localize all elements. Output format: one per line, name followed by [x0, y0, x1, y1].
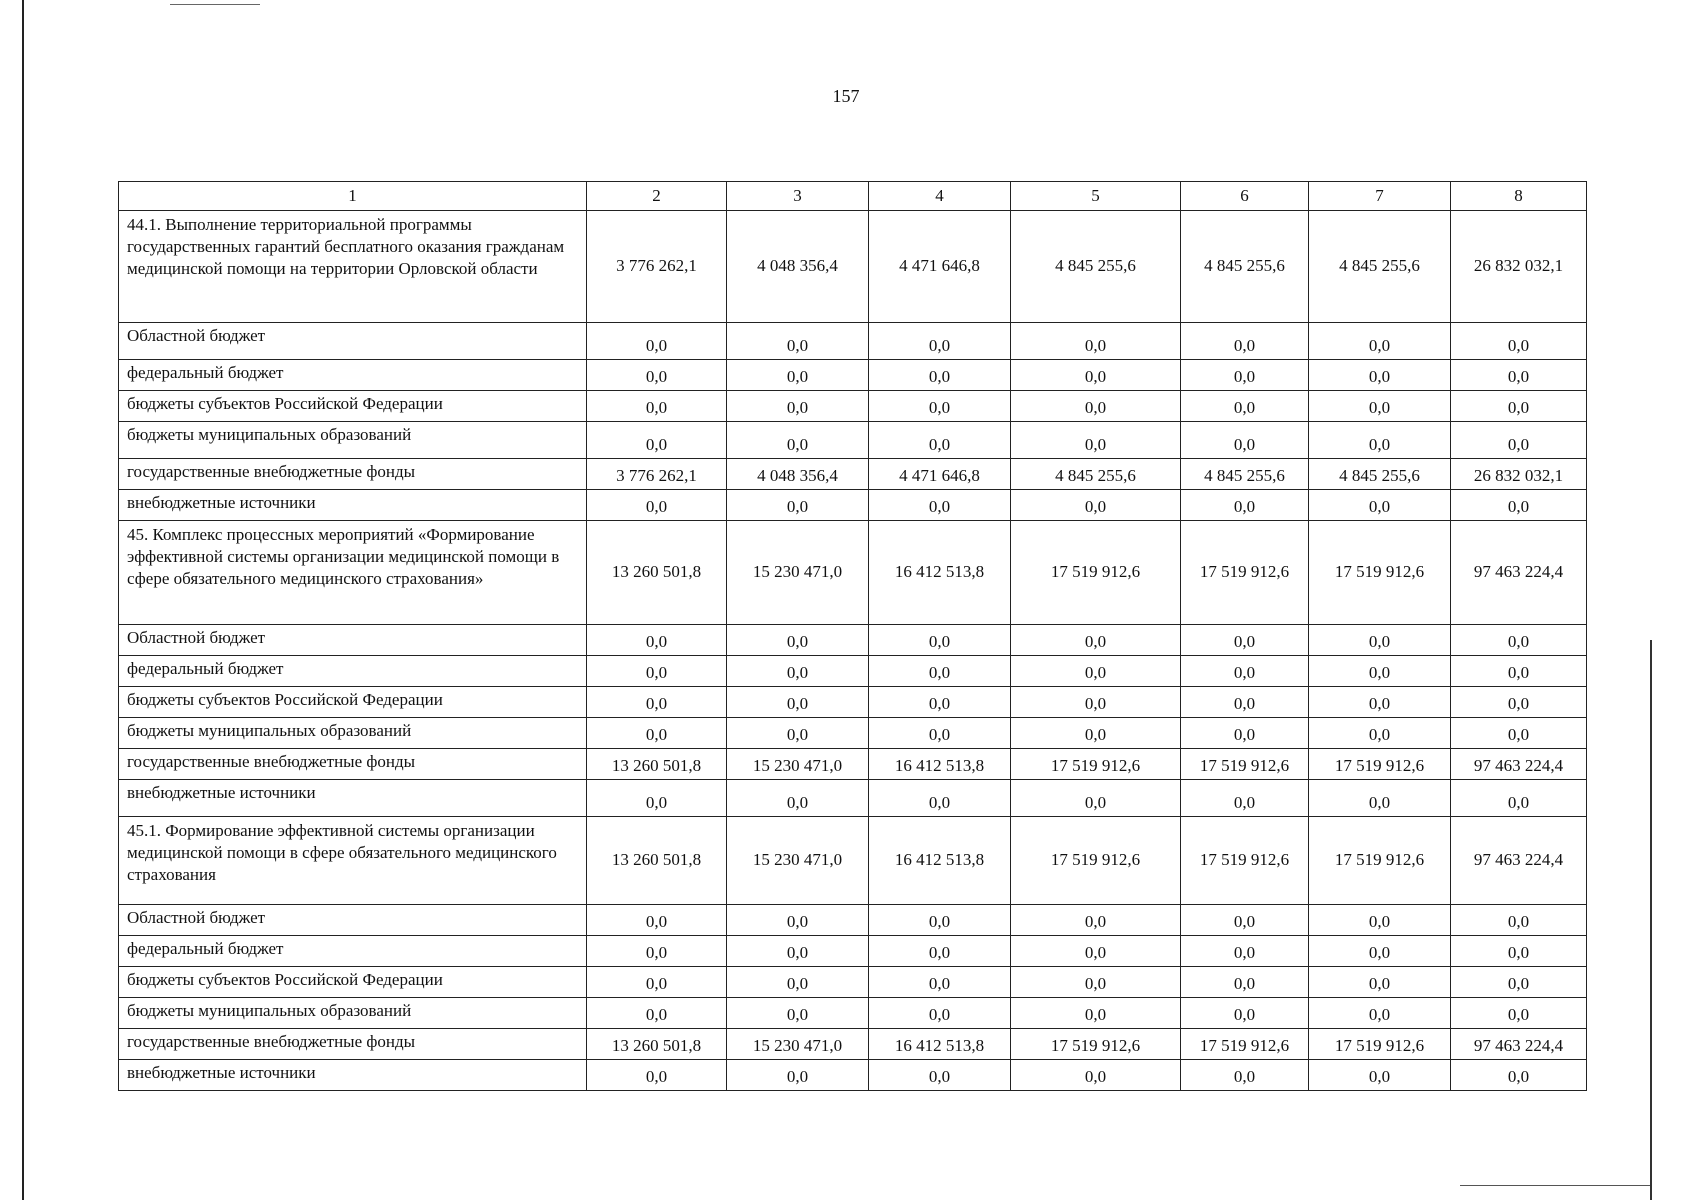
value-cell: 97 463 224,4	[1451, 749, 1587, 780]
column-header: 7	[1309, 182, 1451, 211]
value-cell: 0,0	[1181, 422, 1309, 459]
value-cell: 0,0	[587, 422, 727, 459]
value-cell: 0,0	[727, 998, 869, 1029]
value-cell: 0,0	[1011, 967, 1181, 998]
value-cell: 0,0	[869, 391, 1011, 422]
value-cell: 17 519 912,6	[1309, 521, 1451, 625]
value-cell: 0,0	[1181, 1060, 1309, 1091]
value-cell: 13 260 501,8	[587, 1029, 727, 1060]
value-cell: 0,0	[869, 656, 1011, 687]
value-cell: 0,0	[587, 656, 727, 687]
value-cell: 16 412 513,8	[869, 749, 1011, 780]
value-cell: 0,0	[587, 718, 727, 749]
value-cell: 0,0	[587, 490, 727, 521]
value-cell: 3 776 262,1	[587, 459, 727, 490]
value-cell: 0,0	[1181, 998, 1309, 1029]
table-row-source	[119, 391, 1587, 422]
table-row-source	[119, 1060, 1587, 1091]
value-cell: 17 519 912,6	[1309, 1029, 1451, 1060]
value-cell: 0,0	[869, 936, 1011, 967]
value-cell: 0,0	[1451, 967, 1587, 998]
value-cell: 0,0	[1451, 323, 1587, 360]
value-cell: 0,0	[1011, 323, 1181, 360]
value-cell: 0,0	[1011, 718, 1181, 749]
value-cell: 0,0	[1451, 936, 1587, 967]
value-cell: 17 519 912,6	[1181, 521, 1309, 625]
table-row-source	[119, 718, 1587, 749]
value-cell: 26 832 032,1	[1451, 459, 1587, 490]
value-cell: 0,0	[1309, 780, 1451, 817]
value-cell: 17 519 912,6	[1011, 1029, 1181, 1060]
row-label: внебюджетные источники	[119, 780, 587, 817]
value-cell: 17 519 912,6	[1181, 1029, 1309, 1060]
column-header: 4	[869, 182, 1011, 211]
scan-edge-left	[22, 0, 24, 1200]
row-label: Областной бюджет	[119, 905, 587, 936]
value-cell: 0,0	[1309, 998, 1451, 1029]
row-label: бюджеты муниципальных образований	[119, 998, 587, 1029]
value-cell: 0,0	[1181, 323, 1309, 360]
value-cell: 0,0	[1451, 490, 1587, 521]
value-cell: 0,0	[727, 391, 869, 422]
value-cell: 0,0	[1451, 780, 1587, 817]
value-cell: 0,0	[869, 905, 1011, 936]
row-label: 45. Комплекс процессных мероприятий «Формирование эффективной системы организации медицинской помощи в сфере обязательного медицинского страхования»	[119, 521, 587, 625]
table-row-source	[119, 1029, 1587, 1060]
value-cell: 0,0	[869, 360, 1011, 391]
value-cell: 17 519 912,6	[1011, 749, 1181, 780]
table-row-measure	[119, 521, 1587, 625]
value-cell: 0,0	[1181, 656, 1309, 687]
value-cell: 0,0	[727, 718, 869, 749]
row-label: федеральный бюджет	[119, 360, 587, 391]
table-row-source	[119, 967, 1587, 998]
table-row-source	[119, 422, 1587, 459]
value-cell: 4 048 356,4	[727, 459, 869, 490]
value-cell: 0,0	[869, 422, 1011, 459]
value-cell: 16 412 513,8	[869, 817, 1011, 905]
value-cell: 13 260 501,8	[587, 521, 727, 625]
value-cell: 0,0	[1181, 718, 1309, 749]
value-cell: 0,0	[1011, 1060, 1181, 1091]
scan-edge-bottom	[1460, 1185, 1650, 1186]
value-cell: 17 519 912,6	[1011, 817, 1181, 905]
value-cell: 4 845 255,6	[1309, 459, 1451, 490]
table-row-source	[119, 936, 1587, 967]
row-label: бюджеты муниципальных образований	[119, 422, 587, 459]
value-cell: 17 519 912,6	[1011, 521, 1181, 625]
value-cell: 0,0	[1011, 490, 1181, 521]
row-label: 44.1. Выполнение территориальной программы государственных гарантий бесплатного оказания гражданам медицинской помощи на территории Орловской области	[119, 211, 587, 323]
value-cell: 0,0	[587, 687, 727, 718]
value-cell: 4 845 255,6	[1309, 211, 1451, 323]
column-header: 8	[1451, 182, 1587, 211]
row-label: федеральный бюджет	[119, 656, 587, 687]
value-cell: 0,0	[1011, 687, 1181, 718]
table-row-source	[119, 323, 1587, 360]
value-cell: 0,0	[1309, 905, 1451, 936]
value-cell: 0,0	[727, 936, 869, 967]
value-cell: 0,0	[587, 936, 727, 967]
value-cell: 0,0	[1181, 967, 1309, 998]
value-cell: 97 463 224,4	[1451, 817, 1587, 905]
value-cell: 0,0	[1451, 905, 1587, 936]
row-label: бюджеты субъектов Российской Федерации	[119, 967, 587, 998]
value-cell: 0,0	[1181, 490, 1309, 521]
value-cell: 0,0	[1309, 360, 1451, 391]
value-cell: 0,0	[587, 360, 727, 391]
row-label: Областной бюджет	[119, 625, 587, 656]
value-cell: 0,0	[1011, 625, 1181, 656]
value-cell: 16 412 513,8	[869, 521, 1011, 625]
value-cell: 0,0	[869, 625, 1011, 656]
value-cell: 0,0	[587, 967, 727, 998]
table-row-measure	[119, 817, 1587, 905]
value-cell: 4 471 646,8	[869, 211, 1011, 323]
value-cell: 0,0	[869, 718, 1011, 749]
value-cell: 0,0	[727, 967, 869, 998]
value-cell: 0,0	[1451, 625, 1587, 656]
value-cell: 0,0	[587, 323, 727, 360]
value-cell: 0,0	[587, 391, 727, 422]
value-cell: 0,0	[727, 687, 869, 718]
value-cell: 0,0	[1451, 656, 1587, 687]
value-cell: 13 260 501,8	[587, 817, 727, 905]
scan-edge-right	[1650, 640, 1652, 1200]
value-cell: 0,0	[869, 967, 1011, 998]
value-cell: 0,0	[727, 323, 869, 360]
row-label: федеральный бюджет	[119, 936, 587, 967]
value-cell: 0,0	[587, 625, 727, 656]
row-label: государственные внебюджетные фонды	[119, 749, 587, 780]
column-header: 2	[587, 182, 727, 211]
row-label: Областной бюджет	[119, 323, 587, 360]
value-cell: 0,0	[727, 422, 869, 459]
row-label: 45.1. Формирование эффективной системы организации медицинской помощи в сфере обязательного медицинского страхования	[119, 817, 587, 905]
value-cell: 0,0	[1181, 905, 1309, 936]
table-row-source	[119, 905, 1587, 936]
value-cell: 0,0	[869, 323, 1011, 360]
row-label: внебюджетные источники	[119, 490, 587, 521]
column-header: 1	[119, 182, 587, 211]
table-row-source	[119, 656, 1587, 687]
value-cell: 0,0	[869, 490, 1011, 521]
value-cell: 0,0	[1309, 323, 1451, 360]
value-cell: 0,0	[1451, 998, 1587, 1029]
scan-edge-top	[170, 4, 260, 5]
value-cell: 4 845 255,6	[1181, 459, 1309, 490]
value-cell: 13 260 501,8	[587, 749, 727, 780]
value-cell: 0,0	[1309, 718, 1451, 749]
table-body	[119, 211, 1587, 1091]
value-cell: 0,0	[1011, 780, 1181, 817]
value-cell: 0,0	[1181, 687, 1309, 718]
row-label: бюджеты субъектов Российской Федерации	[119, 391, 587, 422]
value-cell: 0,0	[1451, 422, 1587, 459]
value-cell: 4 048 356,4	[727, 211, 869, 323]
value-cell: 0,0	[1309, 936, 1451, 967]
value-cell: 0,0	[1309, 1060, 1451, 1091]
value-cell: 17 519 912,6	[1309, 817, 1451, 905]
value-cell: 15 230 471,0	[727, 749, 869, 780]
table-row-source	[119, 490, 1587, 521]
column-header: 6	[1181, 182, 1309, 211]
value-cell: 16 412 513,8	[869, 1029, 1011, 1060]
value-cell: 0,0	[1011, 422, 1181, 459]
table-row-source	[119, 780, 1587, 817]
value-cell: 0,0	[1309, 656, 1451, 687]
value-cell: 0,0	[587, 1060, 727, 1091]
value-cell: 0,0	[587, 780, 727, 817]
value-cell: 0,0	[1181, 391, 1309, 422]
value-cell: 15 230 471,0	[727, 1029, 869, 1060]
value-cell: 0,0	[727, 780, 869, 817]
row-label: бюджеты субъектов Российской Федерации	[119, 687, 587, 718]
value-cell: 0,0	[1181, 360, 1309, 391]
row-label: государственные внебюджетные фонды	[119, 1029, 587, 1060]
value-cell: 0,0	[1309, 422, 1451, 459]
value-cell: 0,0	[1451, 1060, 1587, 1091]
table-row-source	[119, 625, 1587, 656]
budget-table	[118, 181, 1587, 1091]
value-cell: 0,0	[1011, 656, 1181, 687]
table-row-source	[119, 687, 1587, 718]
value-cell: 4 845 255,6	[1181, 211, 1309, 323]
value-cell: 0,0	[1309, 391, 1451, 422]
value-cell: 4 845 255,6	[1011, 459, 1181, 490]
value-cell: 0,0	[869, 998, 1011, 1029]
value-cell: 17 519 912,6	[1181, 749, 1309, 780]
value-cell: 0,0	[1011, 391, 1181, 422]
table-row-source	[119, 360, 1587, 391]
column-number-row	[119, 182, 1587, 211]
value-cell: 0,0	[1309, 967, 1451, 998]
value-cell: 0,0	[869, 687, 1011, 718]
value-cell: 17 519 912,6	[1309, 749, 1451, 780]
value-cell: 0,0	[727, 905, 869, 936]
value-cell: 26 832 032,1	[1451, 211, 1587, 323]
value-cell: 0,0	[727, 625, 869, 656]
value-cell: 0,0	[1309, 625, 1451, 656]
value-cell: 15 230 471,0	[727, 817, 869, 905]
value-cell: 0,0	[1181, 625, 1309, 656]
value-cell: 0,0	[1451, 718, 1587, 749]
value-cell: 0,0	[1451, 687, 1587, 718]
value-cell: 0,0	[1309, 687, 1451, 718]
column-header: 5	[1011, 182, 1181, 211]
value-cell: 0,0	[869, 780, 1011, 817]
value-cell: 0,0	[1181, 780, 1309, 817]
column-header: 3	[727, 182, 869, 211]
value-cell: 0,0	[1451, 391, 1587, 422]
value-cell: 0,0	[587, 998, 727, 1029]
value-cell: 97 463 224,4	[1451, 1029, 1587, 1060]
value-cell: 0,0	[1181, 936, 1309, 967]
value-cell: 97 463 224,4	[1451, 521, 1587, 625]
value-cell: 0,0	[727, 656, 869, 687]
row-label: бюджеты муниципальных образований	[119, 718, 587, 749]
value-cell: 4 845 255,6	[1011, 211, 1181, 323]
value-cell: 17 519 912,6	[1181, 817, 1309, 905]
table-row-source	[119, 749, 1587, 780]
table-row-source	[119, 459, 1587, 490]
value-cell: 15 230 471,0	[727, 521, 869, 625]
page-number: 157	[832, 86, 860, 106]
table-row-measure	[119, 211, 1587, 323]
value-cell: 4 471 646,8	[869, 459, 1011, 490]
value-cell: 0,0	[1011, 998, 1181, 1029]
value-cell: 0,0	[727, 1060, 869, 1091]
value-cell: 3 776 262,1	[587, 211, 727, 323]
value-cell: 0,0	[1309, 490, 1451, 521]
value-cell: 0,0	[1011, 905, 1181, 936]
value-cell: 0,0	[727, 490, 869, 521]
value-cell: 0,0	[587, 905, 727, 936]
value-cell: 0,0	[869, 1060, 1011, 1091]
table-row-source	[119, 998, 1587, 1029]
value-cell: 0,0	[1011, 360, 1181, 391]
value-cell: 0,0	[727, 360, 869, 391]
row-label: государственные внебюджетные фонды	[119, 459, 587, 490]
value-cell: 0,0	[1011, 936, 1181, 967]
value-cell: 0,0	[1451, 360, 1587, 391]
row-label: внебюджетные источники	[119, 1060, 587, 1091]
